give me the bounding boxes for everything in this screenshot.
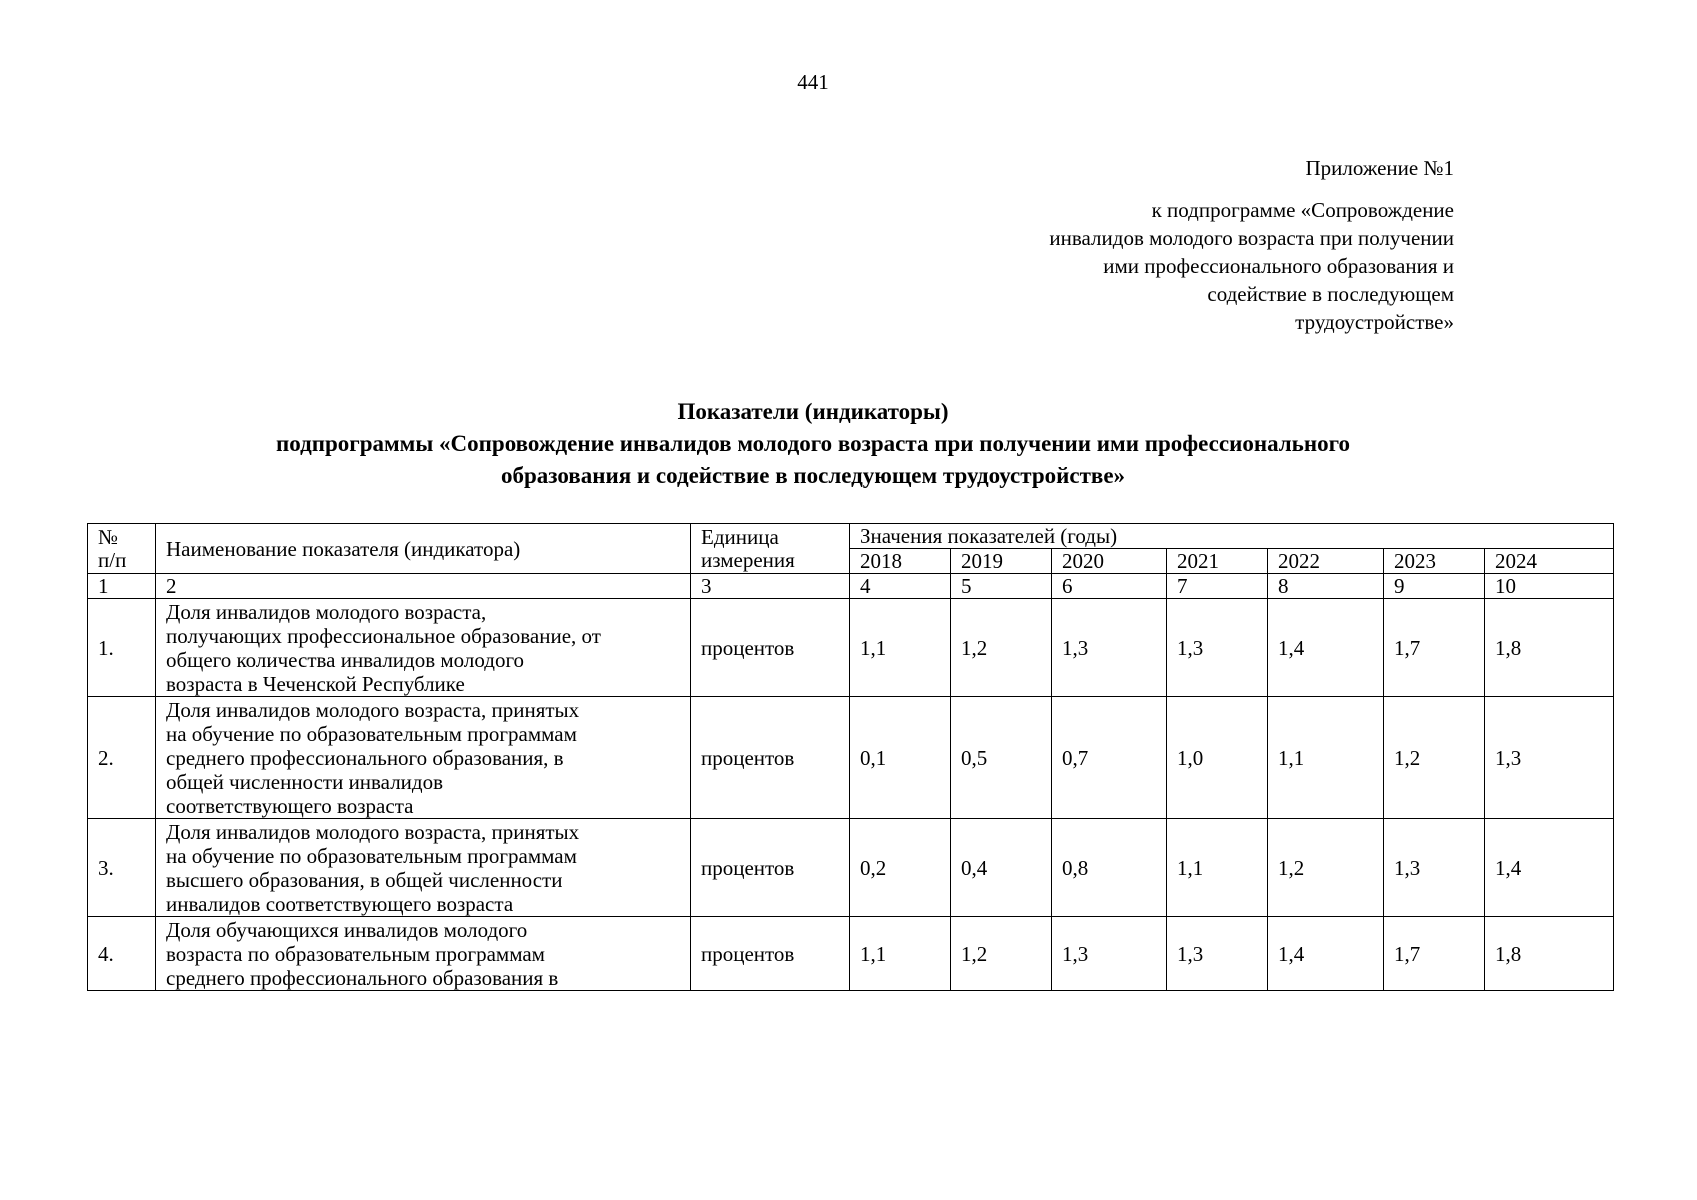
appendix-reference-line: к подпрограмме «Сопровождение [1151, 198, 1454, 222]
column-number: 3 [691, 574, 850, 599]
indicator-name-line: Доля инвалидов молодого возраста, принятых [166, 697, 580, 722]
value-cell: 0,8 [1052, 819, 1167, 917]
value-cell: 1,7 [1384, 917, 1485, 991]
indicator-name-line: высшего образования, в общей численности [166, 867, 563, 892]
document-title-line: подпрограммы «Сопровождение инвалидов молодого возраста при получении ими профессионального [276, 431, 1350, 456]
value-cell: 0,2 [850, 819, 951, 917]
document-title [0, 396, 1626, 492]
header-unit-line2: измерения [701, 547, 795, 572]
appendix-reference-line: трудоустройстве» [1295, 310, 1454, 334]
value-cell: 1,2 [951, 917, 1052, 991]
document-title-line: Показатели (индикаторы) [677, 399, 949, 424]
column-number: 7 [1167, 574, 1268, 599]
value-cell: 1,4 [1485, 819, 1614, 917]
header-num-line2: п/п [98, 547, 127, 572]
indicator-name-line: соответствующего возраста [166, 793, 414, 818]
value-cell: 1,3 [1167, 917, 1268, 991]
indicator-name [156, 917, 691, 991]
document-title-line: образования и содействие в последующем трудоустройстве» [500, 463, 1126, 488]
indicator-name-line: инвалидов соответствующего возраста [166, 891, 514, 916]
value-cell: 1,4 [1268, 599, 1384, 697]
column-number: 8 [1268, 574, 1384, 599]
value-cell: 1,2 [951, 599, 1052, 697]
table-header-row [88, 524, 1614, 549]
value-cell: 1,3 [1384, 819, 1485, 917]
header-name-cell: Наименование показателя (индикатора) [156, 524, 691, 574]
appendix-reference-line: ими профессионального образования и [1103, 254, 1454, 278]
indicator-name-line: получающих профессиональное образование, от [166, 623, 601, 648]
indicator-name-line: возраста по образовательным программам [166, 941, 545, 966]
value-cell: 1,0 [1167, 697, 1268, 819]
appendix-reference-line: содействие в последующем [1207, 282, 1454, 306]
header-unit-line1: Единица [701, 524, 779, 549]
value-cell: 1,2 [1268, 819, 1384, 917]
table-row [88, 917, 1614, 991]
header-num-cell [88, 524, 156, 574]
column-number: 6 [1052, 574, 1167, 599]
column-numbers-row [88, 574, 1614, 599]
indicator-name-line: Доля обучающихся инвалидов молодого [166, 917, 528, 942]
column-number: 2 [156, 574, 691, 599]
table-row [88, 599, 1614, 697]
value-cell: 1,8 [1485, 917, 1614, 991]
header-year: 2020 [1052, 549, 1167, 574]
column-number: 4 [850, 574, 951, 599]
value-cell: 1,1 [850, 599, 951, 697]
value-cell: 0,1 [850, 697, 951, 819]
indicator-name [156, 599, 691, 697]
unit-cell: процентов [691, 819, 850, 917]
unit-cell: процентов [691, 917, 850, 991]
value-cell: 1,7 [1384, 599, 1485, 697]
indicator-name-line: Доля инвалидов молодого возраста, принятых [166, 819, 580, 844]
value-cell: 0,7 [1052, 697, 1167, 819]
unit-cell: процентов [691, 697, 850, 819]
value-cell: 1,8 [1485, 599, 1614, 697]
header-values-group: Значения показателей (годы) [850, 524, 1614, 549]
value-cell: 0,4 [951, 819, 1052, 917]
unit-cell: процентов [691, 599, 850, 697]
table-row [88, 819, 1614, 917]
value-cell: 1,2 [1384, 697, 1485, 819]
value-cell: 1,1 [850, 917, 951, 991]
appendix-reference [934, 196, 1454, 336]
header-year: 2021 [1167, 549, 1268, 574]
indicator-name-line: Доля инвалидов молодого возраста, [166, 599, 487, 624]
row-number: 3. [88, 819, 156, 917]
row-number: 1. [88, 599, 156, 697]
column-number: 10 [1485, 574, 1614, 599]
indicator-name-line: среднего профессионального образования в [166, 965, 559, 990]
header-num-line1: № [98, 524, 119, 549]
indicators-table [87, 523, 1614, 991]
value-cell: 1,3 [1485, 697, 1614, 819]
header-year: 2022 [1268, 549, 1384, 574]
indicator-name [156, 697, 691, 819]
value-cell: 1,4 [1268, 917, 1384, 991]
header-year: 2018 [850, 549, 951, 574]
column-number: 9 [1384, 574, 1485, 599]
header-year: 2023 [1384, 549, 1485, 574]
indicator-name [156, 819, 691, 917]
indicator-name-line: на обучение по образовательным программам [166, 843, 577, 868]
indicator-name-line: среднего профессионального образования, в [166, 745, 564, 770]
value-cell: 0,5 [951, 697, 1052, 819]
indicator-name-line: общей численности инвалидов [166, 769, 444, 794]
column-number: 1 [88, 574, 156, 599]
indicator-name-line: возраста в Чеченской Республике [166, 671, 465, 696]
header-unit-cell [691, 524, 850, 574]
appendix-title: Приложение №1 [1305, 156, 1454, 180]
indicator-name-line: на обучение по образовательным программам [166, 721, 577, 746]
page-number: 441 [797, 70, 829, 94]
appendix-reference-line: инвалидов молодого возраста при получении [1049, 226, 1454, 250]
value-cell: 1,1 [1268, 697, 1384, 819]
table-row [88, 697, 1614, 819]
row-number: 2. [88, 697, 156, 819]
value-cell: 1,3 [1052, 917, 1167, 991]
value-cell: 1,1 [1167, 819, 1268, 917]
indicator-name-line: общего количества инвалидов молодого [166, 647, 525, 672]
header-year: 2019 [951, 549, 1052, 574]
value-cell: 1,3 [1052, 599, 1167, 697]
value-cell: 1,3 [1167, 599, 1268, 697]
column-number: 5 [951, 574, 1052, 599]
row-number: 4. [88, 917, 156, 991]
header-year: 2024 [1485, 549, 1614, 574]
